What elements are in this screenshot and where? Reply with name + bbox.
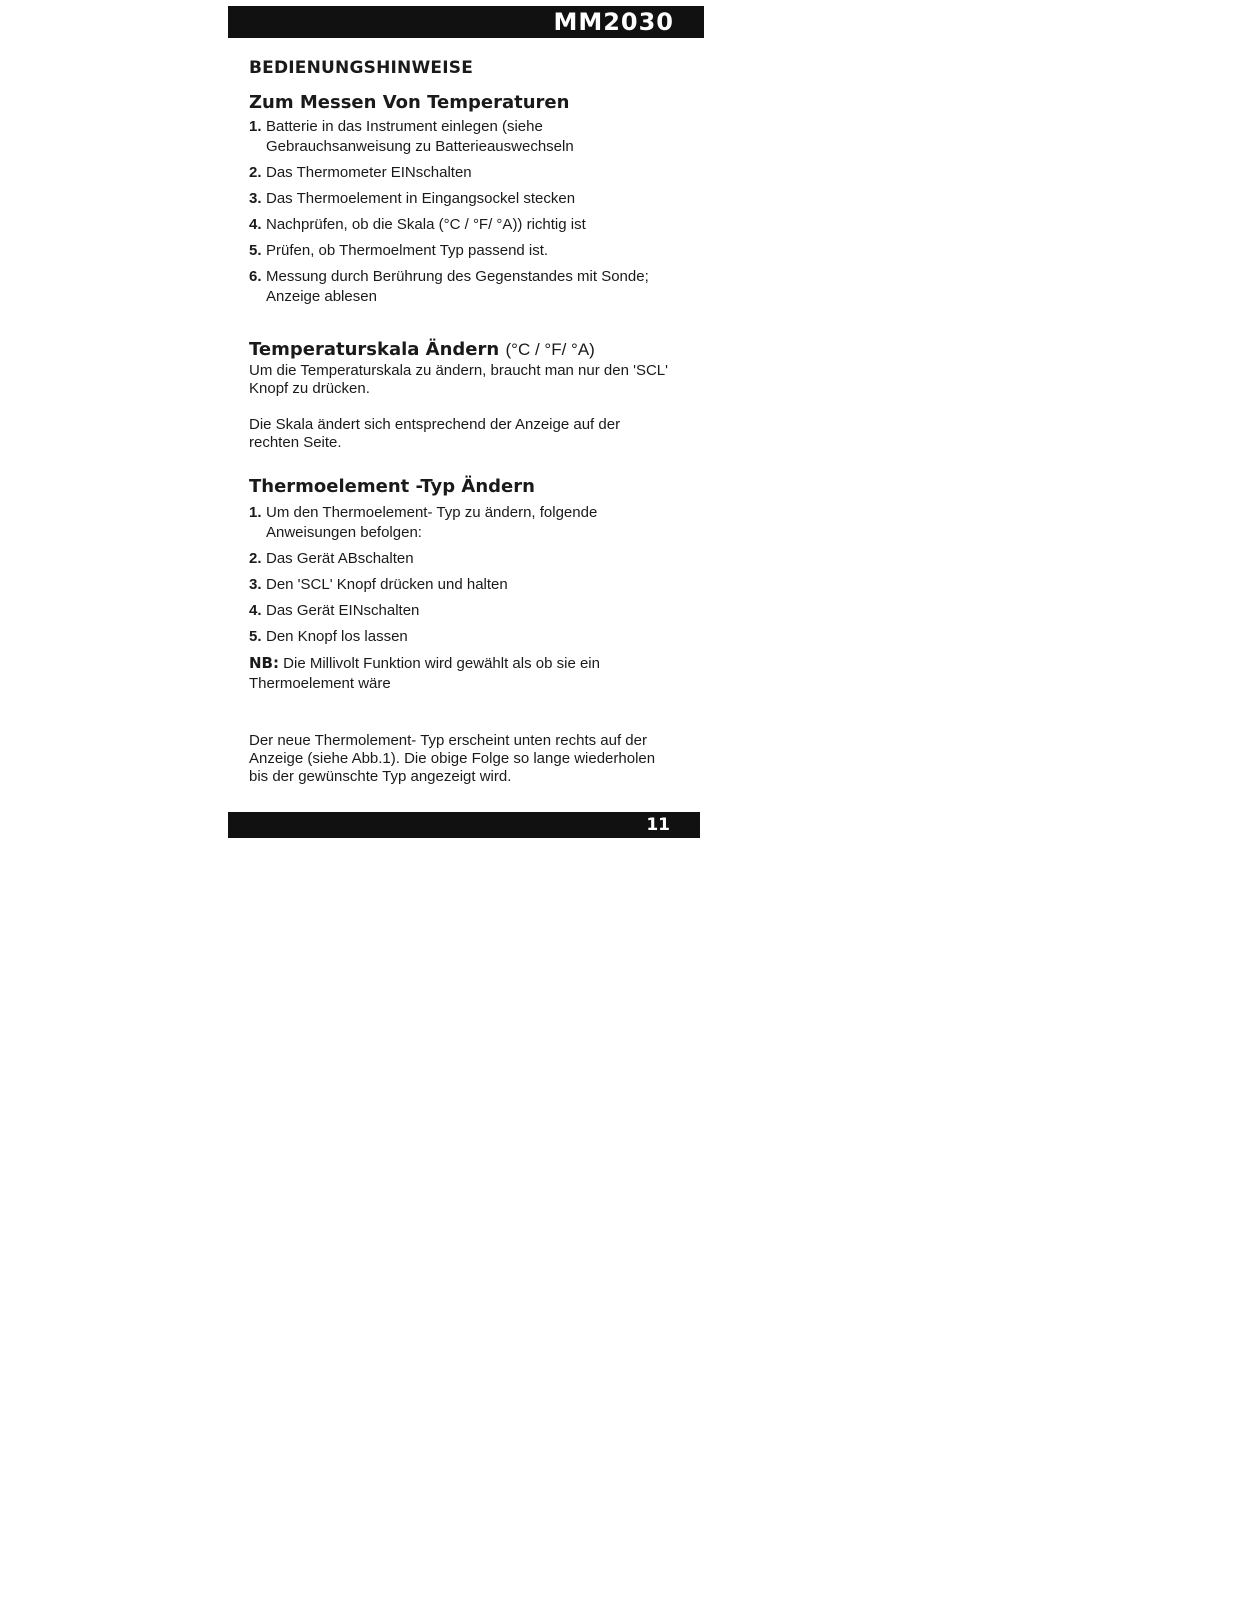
step-text: Prüfen, ob Thermoelment Typ passend ist. bbox=[266, 242, 549, 259]
step-text: Das Thermoelement in Eingangsockel stecken bbox=[266, 190, 576, 207]
scale-heading-text: Temperaturskala Ändern bbox=[249, 339, 500, 360]
list-item bbox=[249, 503, 669, 543]
step-number: 4. bbox=[249, 602, 262, 619]
list-item bbox=[249, 549, 669, 569]
step-number: 4. bbox=[249, 216, 262, 233]
nb-note bbox=[249, 653, 669, 694]
step-text: Das Thermometer EINschalten bbox=[266, 164, 472, 181]
measure-heading: Zum Messen Von Temperaturen bbox=[249, 92, 570, 113]
step-number: 3. bbox=[249, 576, 262, 593]
model-title: MM2030 bbox=[553, 8, 674, 36]
step-number: 5. bbox=[249, 242, 262, 259]
section-title: BEDIENUNGSHINWEISE bbox=[249, 58, 474, 78]
step-text: Um den Thermoelement- Typ zu ändern, folgende Anweisungen befolgen: bbox=[266, 504, 598, 541]
measure-steps bbox=[249, 117, 669, 307]
step-text: Den 'SCL' Knopf drücken und halten bbox=[266, 576, 508, 593]
step-text: Nachprüfen, ob die Skala (°C / °F/ °A)) richtig ist bbox=[266, 216, 586, 233]
list-item bbox=[249, 575, 669, 595]
footer-bar bbox=[228, 812, 700, 838]
step-text: Messung durch Berührung des Gegenstandes mit Sonde; Anzeige ablesen bbox=[266, 268, 649, 305]
step-text: Das Gerät ABschalten bbox=[266, 550, 414, 567]
thermo-section bbox=[249, 476, 669, 786]
list-item bbox=[249, 189, 669, 209]
list-item bbox=[249, 627, 669, 647]
nb-label: NB: bbox=[249, 654, 279, 672]
list-item bbox=[249, 267, 669, 307]
scale-paragraph-1: Um die Temperaturskala zu ändern, braucht man nur den 'SCL' Knopf zu drücken. bbox=[249, 362, 669, 397]
list-item bbox=[249, 215, 669, 235]
thermo-heading: Thermoelement -Typ Ändern bbox=[249, 476, 535, 497]
step-text: Batterie in das Instrument einlegen (siehe Gebrauchsanweisung zu Batterieauswechseln bbox=[266, 118, 574, 155]
scale-heading-units: (°C / °F/ °A) bbox=[505, 340, 595, 359]
scale-section bbox=[249, 339, 669, 452]
step-number: 2. bbox=[249, 164, 262, 181]
nb-text: Die Millivolt Funktion wird gewählt als ob sie ein Thermoelement wäre bbox=[249, 655, 600, 692]
list-item bbox=[249, 117, 669, 157]
list-item bbox=[249, 241, 669, 261]
closing-paragraph: Der neue Thermolement- Typ erscheint unten rechts auf der Anzeige (siehe Abb.1). Die obige Folge so lange wiederholen bis der gewünschte Typ angezeigt wird. bbox=[249, 732, 656, 785]
step-text: Den Knopf los lassen bbox=[266, 628, 408, 645]
measure-section bbox=[249, 92, 669, 307]
scale-paragraph-2: Die Skala ändert sich entsprechend der Anzeige auf der rechten Seite. bbox=[249, 416, 621, 451]
step-number: 6. bbox=[249, 268, 262, 285]
step-text: Das Gerät EINschalten bbox=[266, 602, 420, 619]
step-number: 1. bbox=[249, 118, 262, 135]
list-item bbox=[249, 163, 669, 183]
step-number: 3. bbox=[249, 190, 262, 207]
step-number: 1. bbox=[249, 504, 262, 521]
header-bar bbox=[228, 6, 704, 38]
thermo-steps bbox=[249, 503, 669, 647]
page-content bbox=[249, 58, 669, 786]
list-item bbox=[249, 601, 669, 621]
scale-heading bbox=[249, 339, 669, 360]
step-number: 5. bbox=[249, 628, 262, 645]
step-number: 2. bbox=[249, 550, 262, 567]
page-number: 11 bbox=[646, 815, 670, 835]
